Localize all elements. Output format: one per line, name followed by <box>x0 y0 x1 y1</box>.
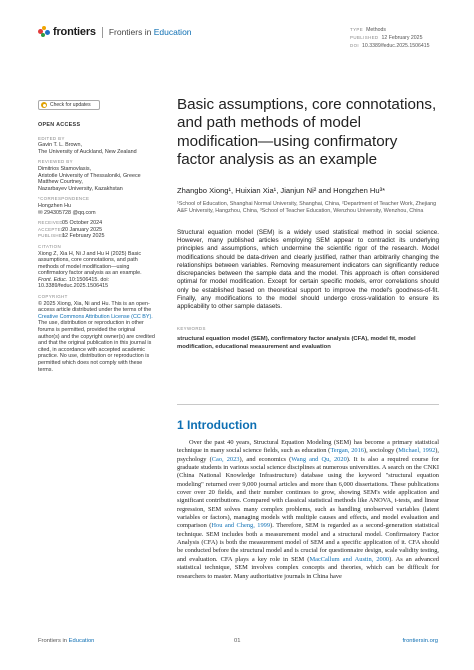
reviewer-line: Aristotle University of Thessaloniki, Greece <box>38 172 141 179</box>
correspondence-name: Hongzhen Hu <box>38 202 71 209</box>
footer-site-link[interactable]: frontiersin.org <box>402 638 438 644</box>
copyright <box>38 301 156 374</box>
editor-line: The University of Auckland, New Zealand <box>38 148 137 155</box>
type-label: TYPE <box>350 27 364 32</box>
keywords: structural equation model (SEM), confirmatory factor analysis (CFA), model fit, model modification, educational measurement and evaluation <box>177 335 416 350</box>
citation-volume: 10:1506415. <box>68 276 99 283</box>
published-label: PUBLISHED <box>38 233 66 239</box>
check-updates-label: Check for updates <box>50 101 91 108</box>
paragraph-text: ). It is also a required course for graduate students in various social science disciplines at numerous universities. A search on the CNKI (China National Knowledge Infrastructure) database using the keyword "structural equation modeling" returned over 9,000 journal articles and more than 6,000 dissertations. These publications cover over 20 fields, and their number continues to grow, showing SEM's wide application and significant contributions. Compared with classical statistical methods like ANOVA, t-tests, and linear regression, SEM solves many complex problems, such as handling unobserved variables (latent variables or factors), managing models with multiple causes and effects, and model evaluation and comparison ( <box>177 455 439 530</box>
reviewer-line: Matthew Courtney, <box>38 179 83 186</box>
article-dates <box>38 220 156 240</box>
paragraph-text: Over the past 40 years, Structural Equation Modeling (SEM) has become a primary statistical technique in many social science fields, such as education ( <box>177 439 439 455</box>
editor-line: Gavin T. L. Brown, <box>38 142 82 149</box>
citation-doi[interactable]: doi: 10.3389/feduc.2025.1506415 <box>38 276 110 290</box>
accepted-date: 20 January 2025 <box>62 226 103 233</box>
copyright-text: © 2025 Xiong, Xia, Ni and Hu. This is an open-access article distributed under the terms of the <box>38 300 152 314</box>
editor <box>38 142 156 155</box>
paragraph-text: ), and economics ( <box>239 455 292 463</box>
citation-link[interactable]: MacCallum and Austin, 2000 <box>309 555 390 563</box>
footer-journal-prefix: Frontiers in <box>38 638 67 644</box>
introduction-paragraph <box>177 439 439 581</box>
page-header <box>0 0 474 52</box>
footer-journal-name: Education <box>68 638 95 644</box>
paragraph-text: ), sociology ( <box>363 447 399 455</box>
citation-label: CITATION <box>38 243 62 249</box>
article-main <box>177 96 439 351</box>
citation-journal: Front. Educ. <box>38 276 68 283</box>
open-access-label: OPEN ACCESS <box>38 122 81 128</box>
journal-title <box>109 27 192 37</box>
accepted-label: ACCEPTED <box>38 226 65 232</box>
published-value: 12 February 2025 <box>381 35 423 41</box>
frontiers-logo-icon <box>38 26 50 38</box>
copyright-label: COPYRIGHT <box>38 294 68 300</box>
logo-divider <box>102 27 103 38</box>
abstract: Structural equation model (SEM) is a widely used statistical method in social science. However, many published articles employing SEM appear to contradict its underlying principles and assumptions, which undermine the scientific rigor of the research. Model modifications should be data-driven and clearly justified, rather than arbitrarily changing the relationships between variables. Removing measurement indicators can significantly reduce discrepancies between the sample data and the model. This approach is often considered optimal for model modification. Except for certain specific models, error correlations should only be established based on theoretical support to improve the model's goodness-of-fit. Finally, any modifications to the model should undergo cross-validation to ensure its applicability to other sample datasets. <box>177 228 439 311</box>
citation-text: Xiong Z, Xia H, Ni J and Hu H (2025) Basic assumptions, core connotations, and path methods of model modification—using confirmatory factor analysis as an example. <box>38 250 142 277</box>
correspondence-email[interactable]: ✉ 294305728 @qq.com <box>38 209 96 216</box>
correspondence-label: *CORRESPONDENCE <box>38 196 90 202</box>
reviewers <box>38 166 156 192</box>
brand-name: frontiers <box>53 26 96 38</box>
published-label: PUBLISHED <box>350 35 379 40</box>
article-title: Basic assumptions, core connotations, and path methods of model modification—using confirmatory factor analysis as an example <box>177 96 437 169</box>
edited-by-label: EDITED BY <box>38 135 65 141</box>
citation-link[interactable]: Cao, 2023 <box>211 455 240 463</box>
citation-link[interactable]: Hou and Cheng, 1999 <box>211 522 271 530</box>
footer-journal <box>38 638 94 644</box>
affiliations: ¹School of Education, Shanghai Normal University, Shanghai, China, ²Department of Teacher Work, Zhejiang A&F University, Hangzhou, China, ³School of Teacher Education, Wenzhou University, Wenzhou, China <box>177 200 437 214</box>
journal-logo[interactable] <box>38 26 192 38</box>
journal-prefix: Frontiers in <box>108 27 152 37</box>
copyright-terms: The use, distribution or reproduction in other forums is permitted, provided the original author(s) and the copyright owner(s) are credited and that the original publication in this journal is cited, in accordance with accepted academic practice. No use, distribution or reproduction is permitted which does not comply with these terms. <box>38 320 155 373</box>
reviewer-line: Nazarbayev University, Kazakhstan <box>38 185 123 192</box>
article-sidebar <box>38 100 156 374</box>
reviewed-by-label: REVIEWED BY <box>38 159 73 165</box>
page-number: 01 <box>234 638 241 644</box>
received-date: 05 October 2024 <box>62 220 103 227</box>
check-for-updates-button[interactable] <box>38 100 100 110</box>
reviewer-line: Dimitrios Stamovlasis, <box>38 165 92 172</box>
check-updates-icon <box>41 102 47 108</box>
citation-link[interactable]: Tergan, 2016 <box>330 447 364 455</box>
doi-label: DOI <box>350 43 360 48</box>
page-footer <box>38 638 438 648</box>
journal-name: Education <box>153 27 192 37</box>
citation <box>38 251 156 291</box>
published-date: 12 February 2025 <box>62 233 105 240</box>
section-heading-introduction: 1 Introduction <box>177 418 257 432</box>
correspondence <box>38 203 156 216</box>
section-divider <box>177 404 439 405</box>
paragraph-text: ). As an advanced statistical technique, SEM involves complex concepts and theories, which can be difficult for researchers to master. Many authoritative journals in China have <box>177 555 439 580</box>
citation-link[interactable]: Wang and Qu, 2020 <box>291 455 347 463</box>
type-value: Methods <box>366 27 386 33</box>
license-link[interactable]: Creative Commons Attribution License (CC BY). <box>38 313 153 320</box>
received-label: RECEIVED <box>38 220 63 226</box>
doi-value[interactable]: 10.3389/feduc.2025.1506415 <box>362 43 430 49</box>
paragraph-text: ). Therefore, SEM is regarded as a second-generation statistical technique. SEM includes both a measurement model and a structural model. Confirmatory Factor Analysis (CFA) is both the measurement model of SEM and a specific application of it. CFA should be conducted before the structural model and is crucial for questionnaire design, scale validity testing, and evaluation. CFA plays a key role in SEM ( <box>177 522 440 563</box>
article-meta <box>350 26 430 50</box>
paragraph-text: ), psychology ( <box>177 447 440 463</box>
citation-link[interactable]: Michael, 1992 <box>398 447 436 455</box>
keywords-label: KEYWORDS <box>177 325 206 331</box>
author-list: Zhangbo Xiong¹, Huixian Xia¹, Jianjun Ni² and Hongzhen Hu³* <box>177 185 386 195</box>
